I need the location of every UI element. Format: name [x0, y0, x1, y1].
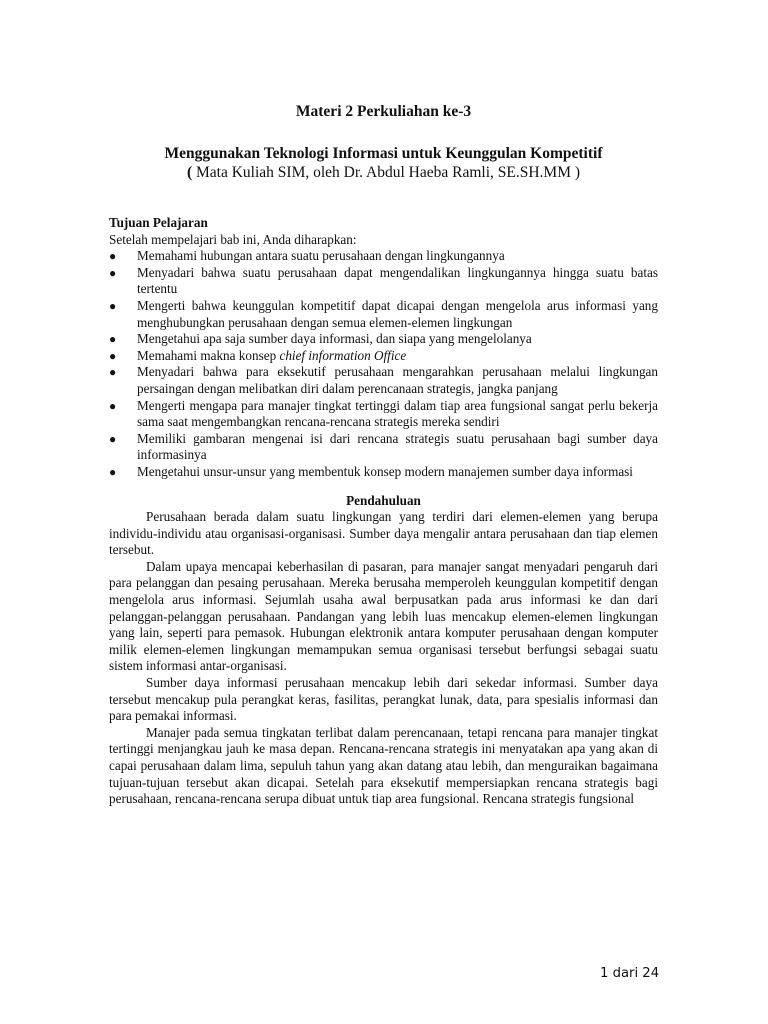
list-item: ● Memahami makna konsep chief information Office	[109, 347, 407, 363]
list-item: ● Mengetahui unsur-unsur yang membentuk konsep modern manajemen sumber daya informasi	[109, 463, 633, 479]
list-item: ● Menyadari bahwa para eksekutif perusahaan mengarahkan perusahaan melalui lingkungan persaingan dengan melibatkan diri dalam perencanaan strategis, jangka panjang	[109, 364, 658, 396]
objectives-heading: Tujuan Pelajaran	[109, 215, 208, 230]
bullet-icon: ●	[109, 298, 117, 313]
list-item: ● Mengerti mengapa para manajer tingkat tertinggi dalam tiap area fungsional sangat perlu bekerja sama saat mengembangkan rencana-rencana strategis mereka sendiri	[109, 397, 658, 430]
byline-open-paren: (	[186, 164, 193, 181]
bullet-icon: ●	[109, 332, 117, 347]
course-byline	[109, 164, 658, 182]
list-item: ● Memiliki gambaran mengenai isi dari rencana strategis suatu perusahaan bagi sumber daya informasinya	[109, 430, 658, 463]
document-title: Materi 2 Perkuliahan ke-3	[295, 103, 472, 120]
bullet-icon: ●	[109, 398, 117, 413]
objectives-list	[109, 248, 658, 480]
bullet-icon: ●	[109, 348, 117, 363]
bullet-icon: ●	[109, 464, 117, 479]
italic-term: chief information Office	[279, 347, 407, 363]
list-item: ● Mengetahui apa saja sumber daya informasi, dan siapa yang mengelolanya	[109, 331, 532, 347]
document-subtitle: Menggunakan Teknologi Informasi untuk Keunggulan Kompetitif	[164, 145, 603, 162]
bullet-icon: ●	[109, 365, 117, 380]
page-number: 1 dari 24	[600, 966, 660, 981]
paragraph: Manajer pada semua tingkatan terlibat dalam perencanaan, tetapi rencana para manajer tingkat tertinggi menjangkau jauh ke masa depan. Rencana-rencana strategis ini menyatakan apa yang akan di capai perusahaan dalam lima, sepuluh tahun yang akan datang atau lebih, dan menguraikan bagaimana tujuan-tujuan tersebut akan dicapai. Setelah para eksekutif mempersiapkan rencana strategis bagi perusahaan, rencana-rencana serupa dibuat untuk tiap area fungsional. Rencana strategis fungsional	[109, 724, 658, 807]
list-item: ● Menyadari bahwa suatu perusahaan dapat mengendalikan lingkungannya hingga suatu batas tertentu	[109, 264, 658, 297]
list-item: ● Mengerti bahwa keunggulan kompetitif dapat dicapai dengan mengelola arus informasi yang menghubungkan perusahaan dengan semua elemen-elemen lingkungan	[109, 297, 658, 330]
paragraph: Sumber daya informasi perusahaan mencakup lebih dari sekedar informasi. Sumber daya tersebut mencakup pula perangkat keras, fasilitas, perangkat lunak, data, para spesialis informasi dan para pemakai informasi.	[109, 675, 658, 724]
byline-text: Mata Kuliah SIM, oleh Dr. Abdul Haeba Ramli, SE.SH.MM )	[192, 164, 581, 181]
body-content	[109, 215, 658, 808]
bullet-icon: ●	[109, 249, 117, 264]
bullet-icon: ●	[109, 265, 117, 280]
objectives-intro: Setelah mempelajari bab ini, Anda diharapkan:	[109, 231, 357, 247]
bullet-icon: ●	[109, 431, 117, 446]
list-item: ● Memahami hubungan antara suatu perusahaan dengan lingkungannya	[109, 248, 505, 264]
section-heading-pendahuluan: Pendahuluan	[346, 492, 421, 508]
paragraph: Dalam upaya mencapai keberhasilan di pasaran, para manajer sangat menyadari pengaruh dari para pelanggan dan pesaing perusahaan. Mereka berusaha memperoleh keunggulan kompetitif dengan mengelola arus informasi. Sejumlah usaha awal berpusatkan pada arus informasi ke dan dari pelanggan-pelanggan perusahaan. Pandangan yang lebih luas mencakup elemen-elemen lingkungan yang lain, seperti para pemasok. Hubungan elektronik antara komputer perusahaan dengan komputer milik elemen-elemen lingkungan memampukan semua organisasi tersebut berfungsi sebagai suatu sistem informasi antar-organisasi.	[109, 558, 658, 674]
paragraph: Perusahaan berada dalam suatu lingkungan yang terdiri dari elemen-elemen yang berupa individu-individu atau organisasi-organisasi. Sumber daya mengalir antara perusahaan dan tiap elemen tersebut.	[109, 509, 658, 558]
